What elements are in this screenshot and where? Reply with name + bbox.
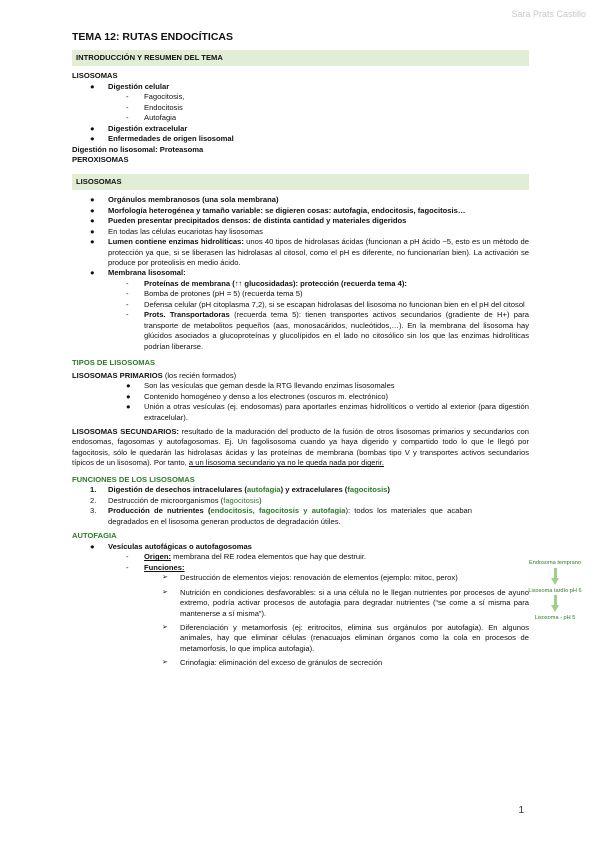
list-item-label: Membrana lisosomal: [108,268,186,278]
bullet-icon: ● [90,541,95,551]
peroxisomas-heading: PEROXISOMAS [72,155,129,165]
maturation-diagram [512,560,598,623]
lisosomas-list [72,195,529,352]
dash-icon: - [126,562,129,572]
arrow-right-icon: ➢ [162,588,168,596]
origen-text: membrana del RE rodea elementos que hay que destruir. [171,552,367,562]
dash-icon: - [126,113,129,123]
bullet-icon: ● [90,195,95,205]
list-item-text: Digestión de desechos intracelulares ( [108,485,247,495]
list-item [72,82,529,92]
list-item [72,542,529,552]
dash-icon: - [126,102,129,112]
list-item-text: ) [387,485,390,495]
list-item [72,402,529,423]
list-item [72,573,529,583]
list-item-text: (recuerda tema 5): tienen transportes activos secundarios (gradiente de H+) para transporte de metabolitos pequeños (aas, monosacáridos, nucleótidos,…). En la membrana del lisosoma hay glúcidos asociados a glucoproteínas y glucolípidos en el lado no citosólico sin los que las enzimas hidrolíticas podrían liberarse. [144,310,529,351]
bullet-icon: ● [90,268,95,278]
list-item-text: Producción de nutrientes ( [108,506,211,516]
bullet-icon: ● [126,402,131,412]
list-item-label: Autofagia [144,113,177,123]
list-item-text: ): todos los materiales que acaban degradados en el lisosoma generan productos de degradación útiles. [108,506,473,526]
funciones-heading: FUNCIONES DE LOS LISOSOMAS [72,474,195,484]
list-item [72,506,472,527]
arrow-right-icon: ➢ [162,659,168,667]
bullet-icon: ● [126,381,131,391]
list-item-label: Morfología heterogénea y tamaño variable: se digieren cosas: autofagia, endocitosis, fagocitosis… [108,205,466,215]
diagram-step-2: Lisosoma tardío pH 6 [528,587,582,594]
dash-icon: - [126,299,129,309]
list-item-label: Proteínas de membrana (↑↑ glucosidadas): protección (recuerda tema 4): [144,278,407,288]
list-item-label: Destrucción de elementos viejos: renovación de elementos (ejemplo: mitoc, perox) [180,573,458,583]
list-item-label: Son las vesículas que geman desde la RTG llevando enzimas lisosomales [144,381,395,391]
highlight-text: fagocitosis [347,485,388,495]
number-3: 3. [90,506,97,516]
list-item [72,216,529,226]
list-item-label: En todas las células eucariotas hay lisosomas [108,226,263,236]
list-item [72,237,529,268]
list-item [72,588,529,619]
autofagia-list [72,542,529,669]
dash-icon: - [126,278,129,288]
section-band-intro: INTRODUCCIÓN Y RESUMEN DEL TEMA [72,50,529,66]
primarios-list [72,381,529,423]
bullet-icon: ● [90,123,95,133]
bullet-icon: ● [90,237,95,247]
bullet-icon: ● [90,205,95,215]
list-item-text: Destrucción de microorganismos ( [108,495,224,505]
funciones-list [72,485,472,527]
arrow-right-icon: ➢ [162,574,168,582]
list-item-label: Digestión celular [108,81,170,91]
list-item [72,92,529,102]
intro-lisosomas-heading: LISOSOMAS [72,71,118,81]
tipos-heading: TIPOS DE LISOSOMAS [72,358,156,368]
bullet-icon: ● [126,391,131,401]
diagram-step-1: Endosoma temprano [529,560,581,566]
list-item [72,279,529,289]
bullet-icon: ● [90,134,95,144]
intro-list [72,82,529,145]
list-item [72,113,529,123]
dash-icon: - [126,552,129,562]
bullet-icon: ● [90,226,95,236]
highlight-text: autofagia [246,485,281,495]
list-item [72,310,529,352]
document-body [72,48,529,669]
list-item-label: Nutrición en condiciones desfavorables: si a una célula no le llegan nutrientes por procesos de ayuno extremo, podría activar procesos de autofagia para degradar nutrientes (“se come a sí misma para mantenerse a sí misma”). [180,587,529,618]
number-1: 1. [90,485,97,495]
list-item [72,134,529,144]
list-item-label: Vesículas autofágicas o autofagosomas [108,541,252,551]
author-header: Sara Prats Castillo [511,9,586,19]
list-item [72,381,529,391]
list-item [72,227,529,237]
page-title: TEMA 12: RUTAS ENDOCÍTICAS [72,31,234,43]
number-2: 2. [90,495,97,505]
list-item [72,496,472,506]
list-item-text: ) [259,495,262,505]
list-item-label: Prots. Transportadoras [144,310,230,320]
dash-icon: - [126,289,129,299]
list-item-label: Diferenciación y metamorfosis (ej: eritrocitos, elimina sus orgánulos por autofagia). En algunos animales, hay que eliminar células (renacuajos eliminan órganos como la cola en procesos de metamorfosis, lo que implica autofagia). [180,622,529,653]
highlight-text: fagocitosis [223,495,260,505]
no-lisosomal-text: Digestión no lisosomal: Proteasoma [72,144,204,154]
funciones-label: Funciones: [144,562,185,572]
list-item-text: ) y extracelulares ( [280,485,348,495]
list-item [72,206,529,216]
list-item-label: Bomba de protones (pH = 5) (recuerda tema 5) [144,289,303,299]
list-item-label: Endocitosis [144,102,183,112]
secundarios-underlined: a un lisosoma secundario ya no le queda nada por digerir. [188,458,384,468]
bullet-icon: ● [90,216,95,226]
primarios-label: LISOSOMAS PRIMARIOS [72,370,163,380]
section-band-lisosomas: LISOSOMAS [72,174,529,190]
list-item [72,658,529,668]
dash-icon: - [126,310,129,320]
down-arrow-icon [512,595,598,615]
diagram-step-3: Lisosoma - pH 5 [534,615,576,622]
list-item-label: Pueden presentar precipitados densos: de distinta cantidad y materiales digeridos [108,216,407,226]
primarios-note: (los recién formados) [162,370,237,380]
list-item-label: Crinofagia: eliminación del exceso de gránulos de secreción [180,658,383,668]
highlight-text: endocitosis, fagocitosis y autofagia [210,506,346,516]
secundarios-text: resultado de la maduración del producto de la fusión de otros lisosomas primarios y secundarios con endosomas, fagosomas y autofagosomas. Ej. Un fagolisosoma cuando ya haya digerido y compartido todo lo que le llegó por fagocitosis, sólo le quedarán las hidrolasas ácidas y las proteínas de membrana (bombas tipo V y transportes activos secundarios típicos de un lisosoma). Por tanto, [72,427,529,468]
list-item-label: Fagocitosis, [144,92,185,102]
list-item-label: Lumen contiene enzimas hidrolíticas: [108,237,244,247]
list-item [72,485,472,495]
list-item [72,563,529,573]
secundarios-label: LISOSOMAS SECUNDARIOS: [72,427,179,436]
arrow-right-icon: ➢ [162,623,168,631]
dash-icon: - [126,92,129,102]
list-item [72,300,529,310]
list-item [72,289,529,299]
list-item-label: Enfermedades de origen lisosomal [108,134,234,144]
list-item [72,195,529,205]
list-item-label: Contenido homogéneo y denso a los electrones (oscuros m. electrónico) [144,391,388,401]
list-item [72,552,529,562]
list-item [72,103,529,113]
down-arrow-icon [512,568,598,588]
list-item-label: Defensa celular (pH citoplasma 7,2), si se escapan hidrolasas del lisosoma no funcionan bien en el pH del citosol [144,299,525,309]
list-item [72,268,529,278]
primarios-title [72,371,529,381]
origen-label: Origen: [144,552,172,562]
list-item-text: unos 40 tipos de hidrolasas ácidas (funcionan a pH ácido ~5, esto es un método de protección ya que, si se liberasen las hidrolasas al citosol, como el pH es diferente, no funcionarían bien). La activación se produce por proteolisis en medio ácido. [108,237,529,267]
page-number: 1 [518,805,524,817]
list-item [72,623,529,654]
list-item-label: Orgánulos membranosos (una sola membrana) [108,195,279,205]
list-item-label: Digestión extracelular [108,123,188,133]
list-item-label: Unión a otras vesículas (ej. endosomas) para aportarles enzimas hidrolíticos o vertido al exterior (para digestión extracelular). [144,402,529,422]
bullet-icon: ● [90,81,95,91]
autofagia-heading: AUTOFAGIA [72,531,117,541]
list-item [72,392,529,402]
list-item [72,124,529,134]
secundarios-paragraph [72,427,529,469]
